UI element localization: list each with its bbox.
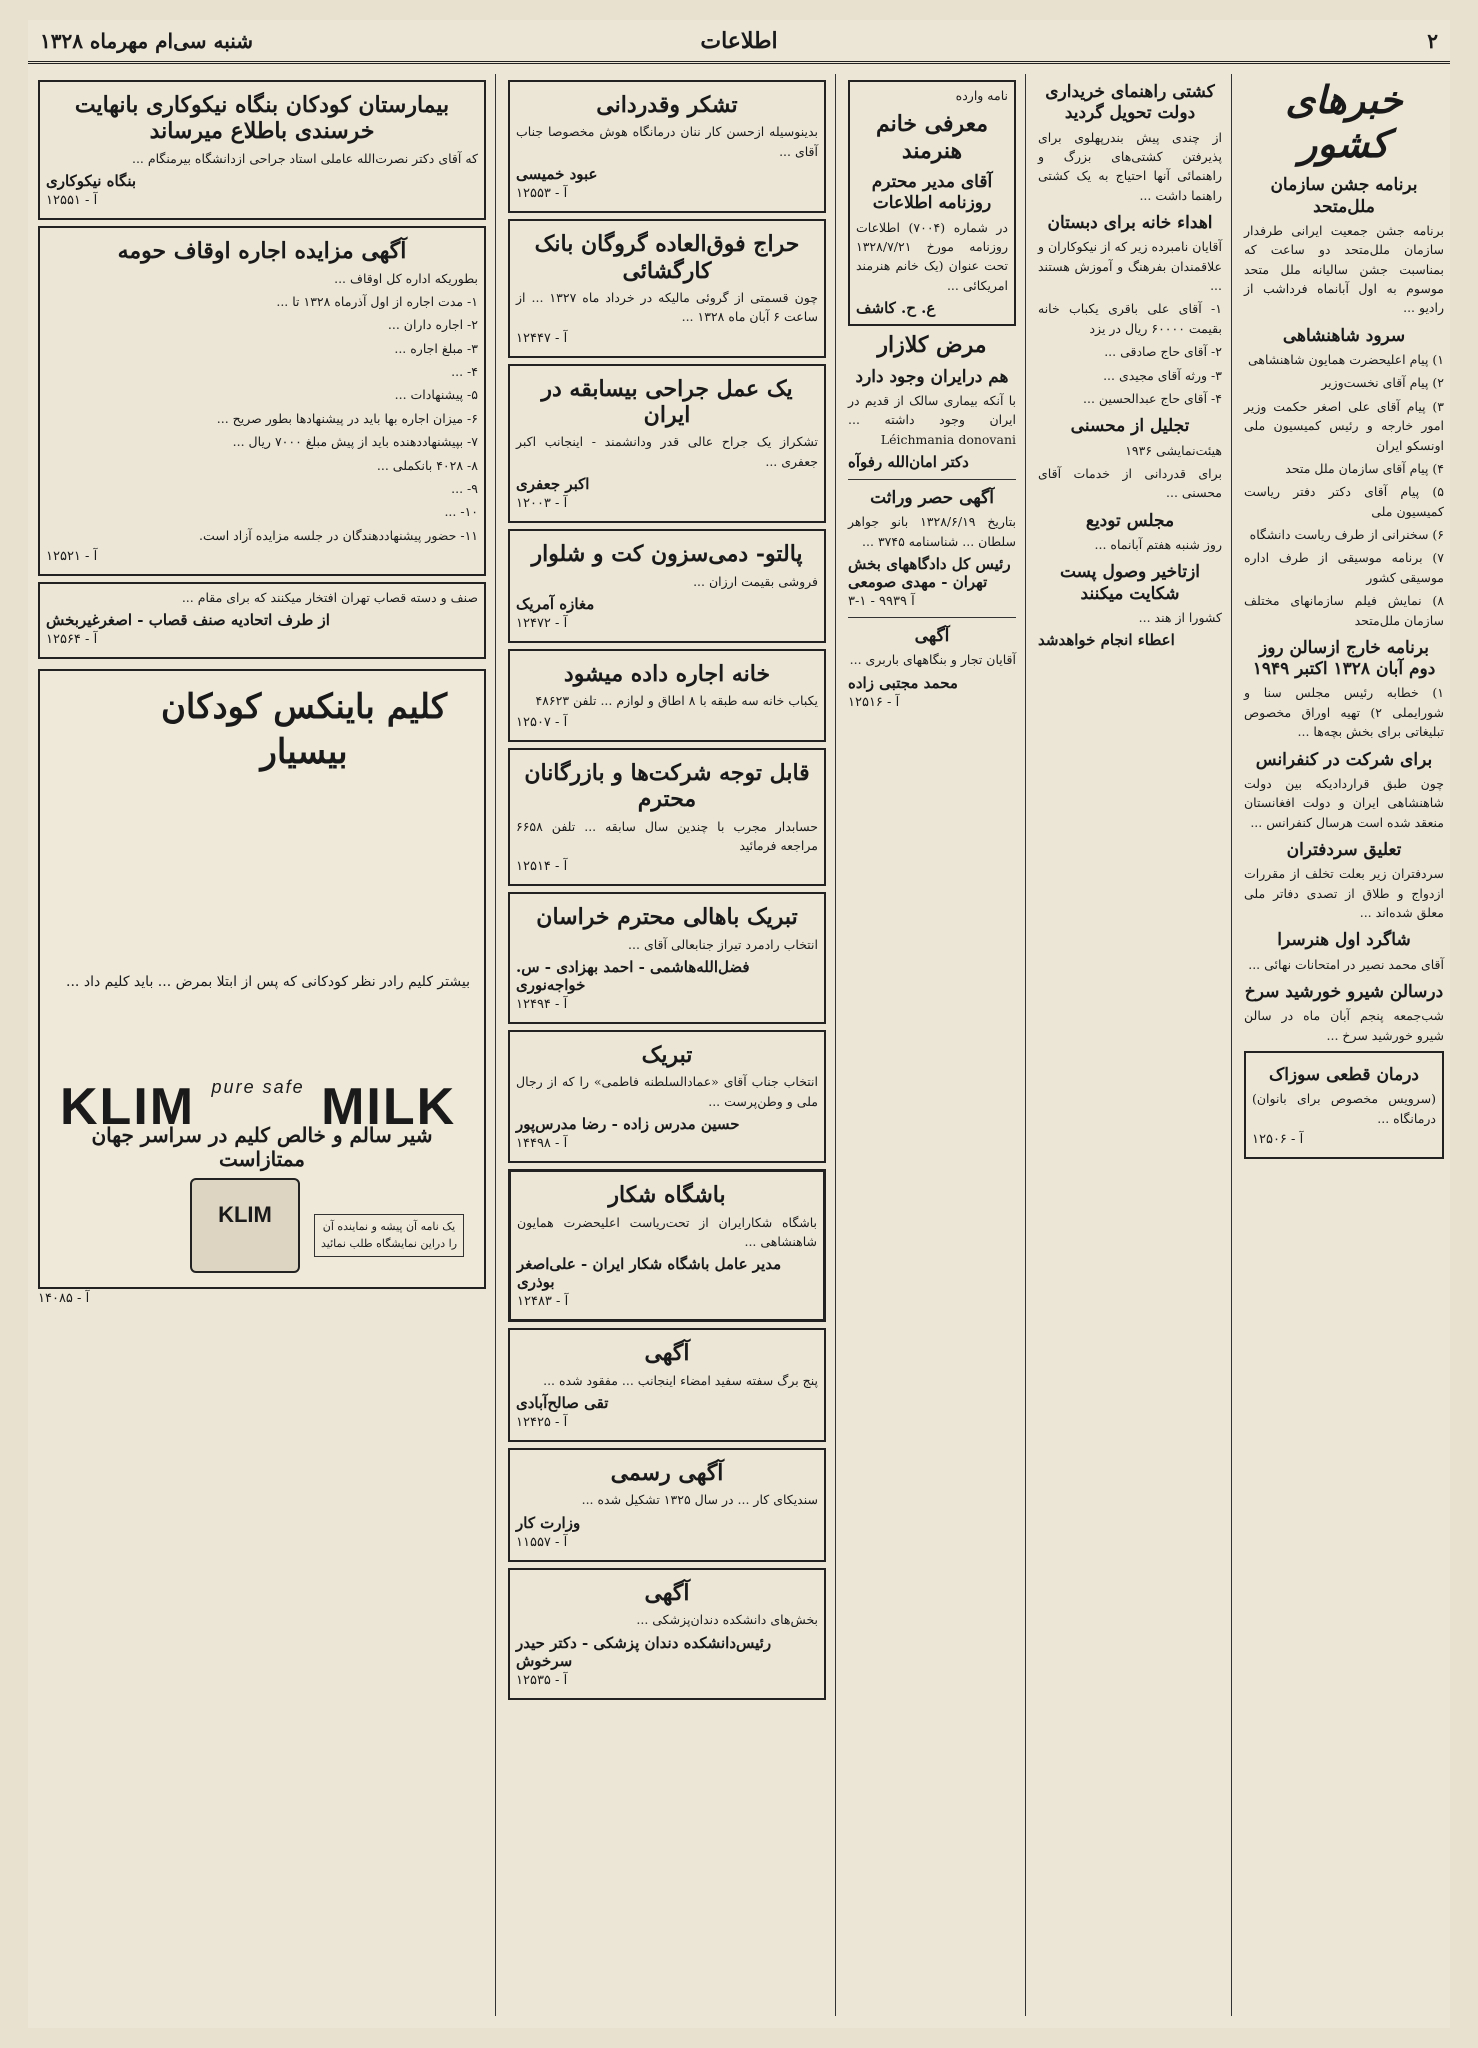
klim-body: بیشتر کلیم رادر نظر کودکانی که پس از ابتلا بمرض ... باید کلیم داد ...: [66, 974, 470, 991]
lost-note-ad: [508, 1328, 826, 1442]
program-item: ۲) پیام آقای نخست‌وزیر: [1321, 375, 1444, 391]
letter-title: معرفی خانم هنرمند: [875, 111, 989, 164]
letter-box: [848, 80, 1016, 326]
ad-code: آ - ۱۲۵۵۳: [516, 186, 568, 202]
guild-signature: از طرف اتحادیه صنف قصاب - اصغرغیربخش: [46, 611, 330, 630]
section-title: خبرهای کشور: [1285, 77, 1403, 166]
klim-tagline: شیر سالم و خالص کلیم در سراسر جهان ممتازاست: [91, 1123, 433, 1172]
donor-item: ۳- ورثه آقای مجیدی ...: [1103, 367, 1222, 383]
treatment-ad: [1244, 1051, 1444, 1159]
lost-note-title: آگهی: [644, 1340, 690, 1367]
ad-code: آ - ۱۲۴۷۲: [516, 615, 568, 631]
firms-title: قابل توجه شرکت‌ها و بازرگانان محترم: [524, 759, 810, 813]
auction-item: ۱۱- حضور پیشنهاددهندگان در جلسه مزایده آزاد است.: [199, 527, 478, 543]
official-text: سندیکای کار ... در سال ۱۳۲۵ تشکیل شده ...: [581, 1492, 818, 1508]
hospital-text: که آقای دکتر نصرت‌الله عاملی استاد جراحی ازدانشگاه بیرمنگام ...: [131, 150, 478, 166]
program-item: ۶) سخنرانی از طرف ریاست دانشگاه: [1249, 527, 1444, 542]
art-text: آقای محمد نصیر در امتحانات نهائی ...: [1248, 956, 1444, 972]
ad-code: آ - ۱۲۵۵۱: [46, 193, 98, 209]
auction-item: ۴- ...: [451, 364, 478, 380]
congrats-text: انتخاب جناب آقای «عمادالسلطنه فاطمی» را که از رجال ملی و وطن‌پرست ...: [516, 1074, 818, 1109]
red-crescent-heading: درسالن شیرو خورشید سرخ: [1244, 981, 1444, 1002]
endowment-auction-ad: [38, 226, 486, 576]
treatment-ad-title: درمان قطعی سوزاک: [1268, 1064, 1419, 1085]
program-heading: برنامه جشن سازمان ملل‌متحد: [1270, 175, 1418, 217]
letter-signature: ع. ح. کاشف: [856, 299, 936, 318]
foreign-program-text: ۱) خطابه رئیس مجلس سنا و شورایملی ۲) تهیه اوراق مخصوص تبلیغاتی برای بخش بچه‌ها ...: [1244, 685, 1444, 740]
firms-ad: [508, 748, 826, 887]
suspension-text: سردفتران زیر بعلت تخلف از مقررات ازدواج و طلاق از تصدی دفاتر ملی معلق شده‌اند ...: [1244, 866, 1444, 920]
khorasan-title: تبریک باهالی محترم خراسان: [536, 904, 798, 931]
column-letters: [842, 74, 1022, 2016]
ad-code: آ - ۱۴۴۹۸: [516, 1136, 568, 1152]
khorasan-ad: [508, 892, 826, 1024]
column-left: [32, 74, 492, 2016]
ad-code: آ - ۱۲۴۸۳: [517, 1294, 569, 1310]
bank-auction-title: حراج فوق‌العاده گروگان بانک کارگشائی: [534, 231, 800, 284]
inheritance-text: بتاریخ ۱۳۲۸/۶/۱۹ بانو جواهر سلطان ... شناسنامه ۳۷۴۵ ...: [848, 514, 1016, 549]
klim-headline: کلیم باینکس کودکان بیسیار: [160, 687, 448, 772]
endowment-auction-title: آگهی مزایده اجاره اوقاف حومه: [117, 238, 407, 265]
program-item: ۳) پیام آقای علی اصغر حکمت وزیر امور خارجه و رئیس کمیسیون ملی اونسکو ایران: [1244, 398, 1444, 453]
khorasan-signature: فضل‌الله‌هاشمی - احمد بهزادی - س. خواجه‌نوری: [516, 958, 750, 995]
klim-logo-text: KLIM: [60, 1078, 196, 1137]
suspension-heading: تعلیق سردفتران: [1286, 839, 1402, 860]
ad-code: آ - ۱۲۴۹۴: [516, 997, 568, 1013]
klim-milk-text: MILK: [321, 1078, 457, 1137]
ad-code: آ - ۱۲۵۳۵: [516, 1672, 568, 1688]
column-signature: اعطاء انجام خواهدشد: [1038, 631, 1175, 650]
ad-code: آ - ۱۲۵۱۴: [516, 859, 568, 875]
honor-text: برای قدردانی از خدمات آقای محسنی ...: [1038, 465, 1222, 501]
auction-item: ۵- پیشنهادات ...: [394, 387, 478, 403]
khorasan-text: انتخاب رادمرد تیراز جنابعالی آقای ...: [628, 936, 818, 952]
firms-text: حسابدار مجرب با چندین سال سابقه ... تلفن ۶۶۵۸ مراجعه فرمائید: [516, 818, 818, 853]
newspaper-page: [28, 20, 1450, 2028]
column-divider: [495, 74, 496, 2016]
kala-azar-title: مرض کلازار: [877, 332, 987, 359]
thanks-ad: [508, 80, 826, 213]
ad-code: آ - ۱۴۰۸۵: [38, 1291, 90, 1307]
ad-code: آ - ۱۲۵۲۱: [46, 549, 98, 565]
program-item: ۵) پیام آقای دکتر دفتر ریاست کمیسیون ملی: [1244, 484, 1444, 519]
program-text: برنامه جشن جمعیت ایرانی طرفدار سازمان ملل‌متحد دو ساعت که بمناسبت جشن سالیانه ملل متحد موسوم به اول آبانماه فرداشب از رادیو ...: [1244, 222, 1444, 316]
bank-auction-ad: [508, 219, 826, 358]
thanks-text: بدینوسیله ازحسن کار ننان درمانگاه هوش مخصوصا جناب آقای ...: [516, 124, 818, 159]
column-divider: [835, 74, 836, 2016]
coat-ad: [508, 529, 826, 643]
kala-azar-subtitle: هم درایران وجود دارد: [855, 366, 1009, 387]
surgery-signature: اکبر جعفری: [516, 475, 590, 494]
auction-item: ۱۰- ...: [444, 504, 478, 520]
ad-code: ۱۲۵۰۶ - آ: [1252, 1131, 1304, 1147]
school-text: آقایان نامبرده زیر که از نیکوکاران و علاقمندان بفرهنگ و آموزش هستند ...: [1037, 239, 1222, 293]
hunting-club-title: باشگاه شکار: [608, 1182, 726, 1209]
coat-title: پالتو- دمی‌سزون کت و شلوار: [531, 541, 803, 568]
hunting-club-ad: [508, 1169, 826, 1322]
guild-text: صنف و دسته قصاب تهران افتخار میکنند که برای مقام ...: [181, 590, 478, 606]
inheritance-title: آگهی حصر وراثت: [870, 487, 994, 508]
auction-item: ۶- میزان اجاره بها باید در پیشنهادها بطور صریح ...: [216, 410, 478, 426]
school-heading: اهداء خانه برای دبستان: [1047, 213, 1213, 233]
letter-recipient: آقای مدیر محترم روزنامه اطلاعات: [871, 172, 993, 214]
letter-label: نامه وارده: [955, 88, 1008, 103]
ad-code: آ - ۱۲۴۴۷: [516, 330, 568, 346]
hunting-club-signature: مدیر عامل باشگاه شکار ایران - علی‌اصغر بوذری: [517, 1255, 782, 1292]
red-crescent-text: شب‌جمعه پنجم آبان ماه در سالن شیرو خورشید سرخ ...: [1244, 1008, 1444, 1043]
donor-item: ۴- آقای حاج عبدالحسین ...: [1083, 390, 1222, 406]
congrats-title: تبریک: [641, 1042, 693, 1069]
notice-signature: محمد مجتبی زاده: [848, 673, 958, 692]
ad-code: آ - ۱۱۵۵۷: [516, 1534, 568, 1550]
kala-azar-signature: دکتر امان‌الله رفوآه: [848, 452, 969, 471]
program-item: ۸) نمایش فیلم سازمانهای مختلف سازمان ملل‌متحد: [1244, 593, 1444, 628]
honor-heading: تجلیل از محسنی: [1070, 416, 1190, 437]
official-title: آگهی رسمی: [610, 1460, 724, 1487]
honor-subheading: هیئت‌نمایشی ۱۹۳۶: [1125, 442, 1222, 458]
column-news: [1238, 74, 1450, 2016]
ad-code: آ - ۱۲۵۶۴: [46, 632, 98, 648]
congrats-ad: [508, 1030, 826, 1163]
ad-code: ۳-۱ - ۹۹۳۹ آ: [848, 593, 915, 609]
hunting-club-text: باشگاه شکارایران از تحت‌ریاست اعلیحضرت همایون شاهنشاهی ...: [517, 1214, 817, 1249]
inheritance-signature: رئیس کل دادگاههای بخش تهران - مهدی صومعی: [848, 554, 1011, 591]
house-title: خانه اجاره داده میشود: [563, 660, 771, 687]
column-ads: [502, 74, 832, 2016]
endowment-auction-text: بطوریکه اداره کل اوقاف ...: [334, 270, 478, 286]
auction-item: ۱- مدت اجاره از اول آذرماه ۱۳۲۸ تا ...: [276, 293, 478, 309]
auction-item: ۹- ...: [451, 480, 478, 496]
klim-can-icon: KLIM: [190, 1178, 300, 1273]
column-news-2: [1032, 74, 1228, 2016]
thanks-signature: عبود خمیسی: [516, 165, 598, 184]
official-ad: [508, 1448, 826, 1562]
issue-date: شنبه سی‌ام مهرماه ۱۳۲۸: [40, 28, 254, 53]
notice-title: آگهی: [914, 625, 950, 646]
program-item: ۱) پیام اعلیحضرت همایون شاهنشاهی: [1247, 352, 1444, 367]
treatment-ad-text: (سرویس مخصوص برای بانوان) درمانگاه ...: [1252, 1091, 1436, 1126]
conference-heading: برای شرکت در کنفرانس: [1255, 749, 1433, 770]
surgery-text: تشکراز یک جراح عالی قدر ودانشمند - اینجانب اکبر جعفری ...: [516, 434, 818, 469]
hospital-title: بیمارستان کودکان بنگاه نیکوکاری بانهایت خرسندی باطلاع میرساند: [74, 92, 450, 145]
page-number: ۲: [1427, 28, 1438, 53]
coat-signature: مغازه آمریک: [516, 594, 595, 613]
congrats-signature: حسین مدرس زاده - رضا مدرس‌پور: [516, 1115, 740, 1134]
bank-auction-text: چون قسمتی از گروئی مالیکه در خرداد ماه ۱۳۲۷ ... از ساعت ۶ آبان ماه ۱۳۲۸ ...: [516, 289, 818, 325]
program-item: ۷) برنامه موسیقی از طرف اداره موسیقی کشور: [1244, 550, 1444, 585]
program-item: ۴) پیام آقای سازمان ملل متحد: [1285, 460, 1444, 476]
hospital-ad: [38, 80, 486, 220]
auction-item: ۷- بپیشنهاددهنده باید از پیش مبلغ ۷۰۰۰ ریال ...: [232, 434, 478, 450]
dental-title: آگهی: [644, 1579, 690, 1606]
anthem-heading: سرود شاهنشاهی: [1282, 325, 1406, 346]
dental-signature: رئیس‌دانشکده دندان پزشکی - دکتر حیدر سرخوش: [516, 1633, 772, 1670]
klim-milk-ad: [38, 669, 486, 1289]
ad-code: آ - ۱۲۰۰۳: [516, 496, 568, 512]
dental-ad: [508, 1568, 826, 1700]
kala-azar-text: با آنکه بیماری سالک از قدیم در ایران وجود داشته ... Léichmania donovani: [848, 392, 1016, 447]
hospital-signature: بنگاه نیکوکاری: [46, 172, 137, 191]
column-divider: [1025, 74, 1026, 2016]
house-text: یکباب خانه سه طبقه با ۸ اطاق و لوازم ... تلفن ۴۸۶۲۳: [535, 693, 818, 709]
ad-code: آ - ۱۲۵۱۶: [848, 694, 900, 710]
auction-item: ۳- مبلغ اجاره ...: [394, 340, 478, 356]
notice-text: آقایان تجار و بنگاههای باربری ...: [849, 652, 1016, 668]
coat-text: فروشی بقیمت ارزان ...: [693, 573, 818, 589]
thanks-title: تشکر وقدردانی: [596, 92, 738, 118]
official-signature: وزارت کار: [516, 1513, 581, 1532]
letter-text: در شماره (۷۰۰۴) اطلاعات روزنامه مورخ ۱۳۲۸/۷/۲۱ تحت عنوان (یک خانم هنرمند امریکائی ...: [856, 219, 1008, 293]
donor-item: ۱- آقای علی باقری یکباب خانه بقیمت ۶۰۰۰۰ ریال در یزد: [1038, 301, 1222, 336]
masthead: [28, 20, 1450, 64]
surgery-ad: [508, 364, 826, 524]
mail-delay-heading: ازتاخیر وصول پست شکایت میکنند: [1059, 562, 1201, 604]
surgery-title: یک عمل جراحی بیسابقه در ایران: [541, 375, 793, 429]
donor-item: ۲- آقای حاج صادقی ...: [1104, 344, 1222, 360]
klim-pure-safe: pure safe: [211, 1077, 305, 1098]
ad-code: آ - ۱۲۴۲۵: [516, 1415, 568, 1431]
mail-delay-text: کشورا از هند ...: [1138, 609, 1222, 625]
ad-code: آ - ۱۲۵۰۷: [516, 714, 568, 730]
paper-name: اطلاعات: [700, 27, 778, 54]
column-divider: [1231, 74, 1232, 2016]
dental-text: بخش‌های دانشکده دندان‌پزشکی ...: [636, 1612, 818, 1628]
foreign-program-heading: برنامه خارج ازسالن روز دوم آبان ۱۳۲۸ اکتبر ۱۹۴۹: [1252, 637, 1436, 680]
divider: [848, 479, 1016, 480]
house-ad: [508, 649, 826, 742]
art-heading: شاگرد اول هنرسرا: [1277, 930, 1411, 951]
lost-note-text: پنج برگ سفته سفید امضاء اینجانب ... مفقود شده ...: [543, 1372, 818, 1388]
divider: [848, 617, 1016, 618]
conference-text: چون طبق قراردادیکه بین دولت شاهنشاهی ایران و دولت افغانستان منعقد شده است هرسال کنفرانس ...: [1244, 775, 1444, 830]
farewell-text: روز شنبه هفتم آبانماه ...: [1094, 536, 1222, 552]
ship-text: از چندی پیش بندرپهلوی برای پذیرفتن کشتی‌های بزرگ و راهنمائی آنها احتیاج به یک کشتی راهنما داشت ...: [1038, 129, 1222, 203]
butchers-guild-ad: [38, 582, 486, 659]
klim-note: یک نامه آن پیشه و نماینده آن را دراین نمایشگاه طلب نمائید: [314, 1214, 464, 1257]
auction-item: ۲- اجاره داران ...: [387, 317, 478, 333]
lost-note-signature: تقی صالح‌آبادی: [516, 1394, 609, 1413]
ship-heading: کشتی راهنمای خریداری دولت تحویل گردید: [1045, 82, 1215, 124]
auction-item: ۸- ۴۰۲۸ بانکملی ...: [376, 457, 478, 473]
farewell-heading: مجلس توديع: [1085, 510, 1175, 531]
